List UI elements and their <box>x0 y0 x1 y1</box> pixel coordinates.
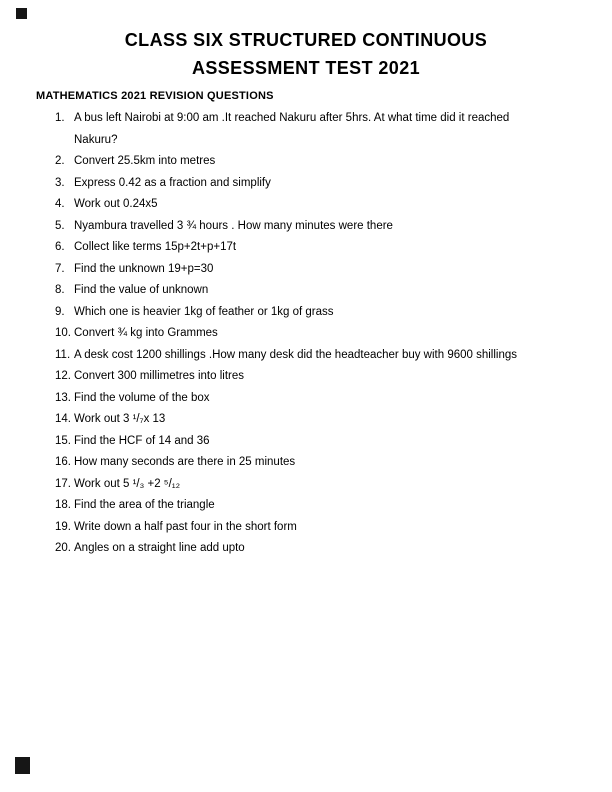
question-text: Write down a half past four in the short form <box>74 520 297 533</box>
question-number: 6. <box>55 241 65 253</box>
question-number: 9. <box>55 305 65 318</box>
question-text: Work out 0.24x5 <box>74 198 158 210</box>
question-text: Convert 300 millimetres into litres <box>74 370 245 382</box>
question-text: Find the area of the triangle <box>74 499 215 511</box>
question-item <box>55 388 612 410</box>
question-text: Nyambura travelled 3 ¾ hours . How many minutes were there <box>74 219 393 232</box>
title-line-1: CLASS SIX STRUCTURED CONTINUOUS <box>124 30 488 50</box>
question-text: Collect like terms 15p+2t+p+17t <box>74 241 237 253</box>
question-item <box>55 259 612 281</box>
question-number: 8. <box>55 284 65 296</box>
question-number: 11. <box>55 348 71 361</box>
question-text: Convert ¾ kg into Grammes <box>74 327 218 339</box>
question-number: 20. <box>55 542 71 554</box>
question-item <box>55 409 612 431</box>
question-item <box>55 538 612 560</box>
question-text: A bus left Nairobi at 9:00 am .It reached Nakuru after 5hrs. At what time did it reached Nakuru? <box>74 112 510 146</box>
question-text: Work out 3 ¹/₇x 13 <box>74 413 166 425</box>
question-number: 15. <box>55 434 71 447</box>
question-item <box>55 173 612 195</box>
question-number: 18. <box>55 499 71 511</box>
question-text: A desk cost 1200 shillings .How many desk did the headteacher buy with 9600 shillings <box>74 348 518 361</box>
question-number: 19. <box>55 520 71 533</box>
question-number: 2. <box>55 155 65 167</box>
question-text: Convert 25.5km into metres <box>74 155 216 167</box>
question-text: Find the unknown 19+p=30 <box>74 262 214 275</box>
question-text: How many seconds are there in 25 minutes <box>74 456 296 468</box>
question-number: 10. <box>55 327 71 339</box>
question-text: Find the volume of the box <box>74 391 210 404</box>
question-item <box>55 431 612 453</box>
question-text: Find the HCF of 14 and 36 <box>74 434 210 447</box>
document-title <box>0 26 612 82</box>
question-item <box>55 151 612 173</box>
scan-artifact-top-left <box>16 8 27 19</box>
question-item <box>55 108 612 151</box>
question-list <box>55 108 612 560</box>
question-item <box>55 323 612 345</box>
question-number: 7. <box>55 262 65 275</box>
question-number: 5. <box>55 219 65 232</box>
question-text: Work out 5 ¹/₃ +2 ⁵/₁₂ <box>74 477 181 490</box>
question-item <box>55 452 612 474</box>
question-number: 17. <box>55 477 71 490</box>
question-item <box>55 366 612 388</box>
title-line-2: ASSESSMENT TEST 2021 <box>191 58 421 78</box>
question-text: Angles on a straight line add upto <box>74 542 245 554</box>
section-heading: MATHEMATICS 2021 REVISION QUESTIONS <box>36 90 274 102</box>
question-item <box>55 345 612 367</box>
question-item <box>55 302 612 324</box>
question-number: 1. <box>55 112 65 124</box>
question-text: Express 0.42 as a fraction and simplify <box>74 176 271 189</box>
question-number: 3. <box>55 176 65 189</box>
question-item <box>55 517 612 539</box>
question-item <box>55 216 612 238</box>
question-number: 12. <box>55 370 71 382</box>
question-number: 13. <box>55 391 71 404</box>
question-text: Find the value of unknown <box>74 284 209 296</box>
question-item <box>55 237 612 259</box>
question-item <box>55 194 612 216</box>
question-number: 4. <box>55 198 65 210</box>
question-item <box>55 495 612 517</box>
question-number: 14. <box>55 413 71 425</box>
question-item <box>55 280 612 302</box>
question-item <box>55 474 612 496</box>
question-number: 16. <box>55 456 71 468</box>
question-text: Which one is heavier 1kg of feather or 1kg of grass <box>74 305 334 318</box>
scan-artifact-bottom-left <box>15 757 30 774</box>
